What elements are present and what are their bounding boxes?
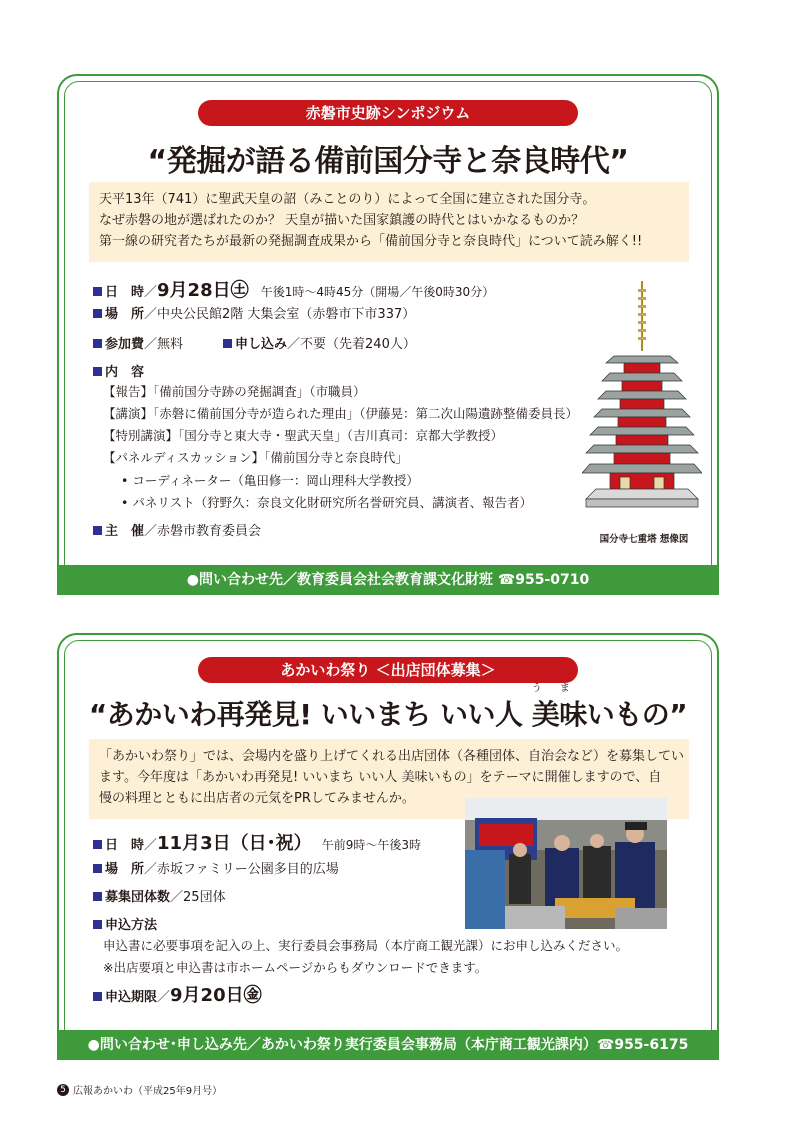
date-time: 午前9時～午後3時 <box>321 838 422 852</box>
date-label: 日 時 <box>93 838 144 853</box>
date-value: 9月28日㊏ <box>157 280 249 301</box>
intro-line: ます。今年度は「あかいわ再発見! いいまち いい人 美味いもの」をテーマに開催しますので、自 <box>99 770 662 785</box>
symposium-content-row <box>93 364 144 382</box>
festival-title-end: いもの” <box>586 698 688 731</box>
deadline-label: 申込期限 <box>93 990 157 1005</box>
intro-line: 天平13年（741）に聖武天皇の詔（みことのり）によって全国に建立された国分寺。 <box>99 192 596 207</box>
panel-item: • コーディネーター（亀田修一：岡山理科大学教授） <box>121 473 419 488</box>
symposium-section <box>57 74 719 595</box>
date-label: 日 時 <box>93 285 144 300</box>
method-label: 申込方法 <box>93 918 157 933</box>
content-item: 【パネルディスカッション】「備前国分寺と奈良時代」 <box>103 450 408 465</box>
place-value: 中央公民館2階 大集会室（赤磐市下市337） <box>157 307 416 322</box>
intro-line: 「あかいわ祭り」では、会場内を盛り上げてくれる出店団体（各種団体、自治会など）を募集してい <box>99 749 685 764</box>
symposium-title: “発掘が語る備前国分寺と奈良時代” <box>147 144 629 179</box>
panel-item: • パネリスト（狩野久：奈良文化財研究所名誉研究員、講演者、報告者） <box>121 495 533 510</box>
publication-name: 広報あかいわ（平成25年9月号） <box>73 1086 223 1097</box>
symposium-badge: 赤磐市史跡シンポジウム <box>198 100 578 126</box>
page-footer <box>57 1082 222 1097</box>
place-label: 場 所 <box>93 862 144 877</box>
content-item: 【報告】「備前国分寺跡の発掘調査」（市職員） <box>103 384 366 399</box>
festival-deadline-row: 申込期限／9月20日㊎ <box>93 987 262 1007</box>
festival-count-row: 募集団体数／25団体 <box>93 889 226 907</box>
ruby-reading: うま <box>531 683 588 694</box>
symposium-fee-row: 参加費／無料 <box>93 336 183 354</box>
intro-line: 慢の料理とともに出店者の元気をPRしてみませんか。 <box>99 791 415 806</box>
content-item: 【講演】「赤磐に備前国分寺が造られた理由」（伊藤晃：第二次山陽遺跡整備委員長） <box>103 406 579 421</box>
festival-title <box>59 683 717 733</box>
page-number: 5 <box>57 1084 69 1096</box>
date-value: 11月3日（日･祝） <box>157 833 312 854</box>
content-label: 内 容 <box>93 365 144 380</box>
deadline-value: 9月20日㊎ <box>170 985 262 1006</box>
symposium-place-row: 場 所／中央公民館2階 大集会室（赤磐市下市337） <box>93 306 415 324</box>
count-label: 募集団体数 <box>93 890 170 905</box>
intro-line: なぜ赤磐の地が選ばれたのか？ 天皇が描いた国家鎮護の時代とはいかなるものか？ <box>99 213 585 228</box>
symposium-apply-row: 申し込み／不要（先着240人） <box>223 336 416 354</box>
symposium-host-row: 主 催／赤磐市教育委員会 <box>93 523 261 541</box>
host-label: 主 催 <box>93 524 144 539</box>
festival-date-row: 日 時／11月3日（日･祝） 午前9時～午後3時 <box>93 835 421 855</box>
host-value: 赤磐市教育委員会 <box>157 524 262 539</box>
festival-title-main: “あかいわ再発見! いいまち いい人 <box>88 698 532 731</box>
pagoda-caption: 国分寺七重塔 想像図 <box>599 534 689 545</box>
apply-label: 申し込み <box>223 337 287 352</box>
fee-label: 参加費 <box>93 337 144 352</box>
festival-badge: あかいわ祭り ＜出店団体募集＞ <box>198 657 578 683</box>
panel-item-text: コーディネーター（亀田修一：岡山理科大学教授） <box>132 473 419 488</box>
symposium-date-row: 日 時／9月28日㊏ 午後1時～4時45分（開場／午後0時30分） <box>93 282 494 302</box>
festival-place-row: 場 所／赤坂ファミリー公園多目的広場 <box>93 861 339 879</box>
intro-line: 第一線の研究者たちが最新の発掘調査成果から「備前国分寺と奈良時代」について読み解く!! <box>99 234 643 249</box>
festival-section <box>57 633 719 1060</box>
place-label: 場 所 <box>93 307 144 322</box>
content-item: 【特別講演】「国分寺と東大寺・聖武天皇」（吉川真司：京都大学教授） <box>103 428 504 443</box>
panel-item-text: パネリスト（狩野久：奈良文化財研究所名誉研究員、講演者、報告者） <box>132 495 533 510</box>
pagoda-illustration <box>582 281 702 521</box>
ruby-base: 美味 <box>531 698 587 731</box>
count-value: 25団体 <box>183 890 226 905</box>
festival-contact-footer: ●問い合わせ･申し込み先／あかいわ祭り実行委員会事務局（本庁商工観光課内）☎955-6175 <box>57 1030 719 1060</box>
festival-photo <box>465 798 667 929</box>
method-line: ※出店要項と申込書は市ホームページからもダウンロードできます。 <box>103 960 488 975</box>
place-value: 赤坂ファミリー公園多目的広場 <box>157 862 339 877</box>
method-line: 申込書に必要事項を記入の上、実行委員会事務局（本庁商工観光課）にお申し込みください。 <box>103 938 629 953</box>
symposium-intro <box>89 182 689 262</box>
symposium-contact-footer: ●問い合わせ先／教育委員会社会教育課文化財班 ☎955-0710 <box>57 565 719 595</box>
festival-method-row <box>93 917 157 935</box>
date-time: 午後1時～4時45分（開場／午後0時30分） <box>260 285 495 299</box>
fee-value: 無料 <box>157 337 184 352</box>
apply-value: 不要（先着240人） <box>300 337 416 352</box>
festival-title-ruby <box>531 683 588 733</box>
